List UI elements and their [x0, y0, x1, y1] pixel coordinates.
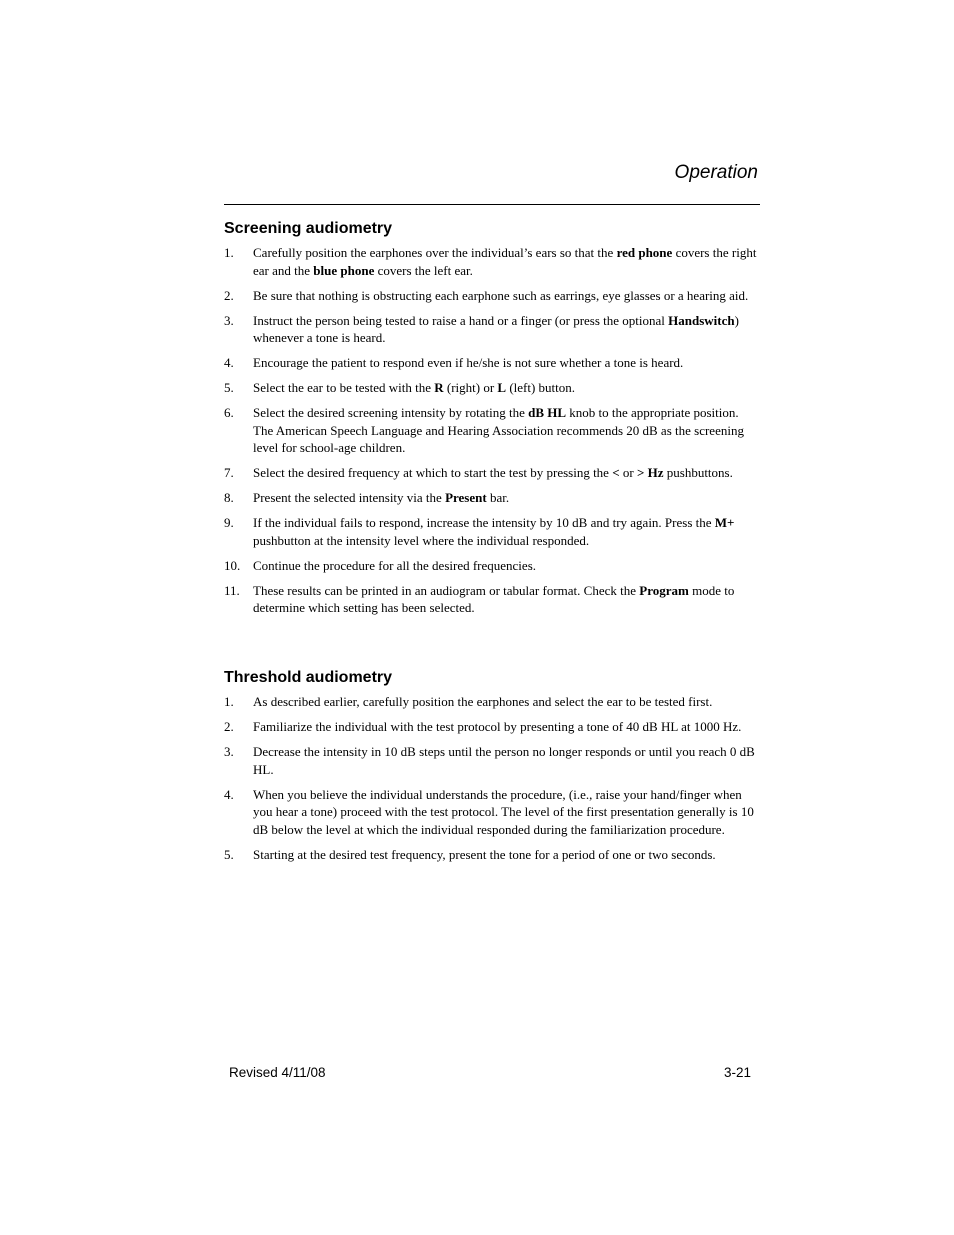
list-item: [224, 846, 760, 864]
list-item-text: [253, 245, 756, 278]
list-item: [224, 718, 760, 736]
footer-page-number: 3-21: [723, 1065, 751, 1080]
section-heading: Screening audiometry: [224, 220, 393, 237]
text-run: (right) or: [443, 380, 498, 395]
text-run: bar.: [486, 490, 510, 505]
list-item-text: [253, 490, 509, 505]
bold-term: red phone: [616, 245, 673, 260]
bold-term: > Hz: [636, 465, 664, 480]
text-run: Select the desired frequency at which to start the test by pressing the: [253, 465, 613, 480]
text-run: Instruct the person being tested to raise a hand or a finger (or press the optional: [253, 312, 669, 328]
list-item-text: [253, 787, 754, 837]
bold-term: Present: [445, 490, 487, 505]
list-item-number: 3.: [224, 312, 234, 328]
bold-term: Handswitch: [668, 312, 735, 328]
list-item: [224, 464, 760, 482]
list-item-number: 5.: [224, 846, 234, 862]
list-item: [224, 489, 760, 507]
text-run: covers the left ear.: [374, 262, 473, 278]
list-item: [224, 312, 760, 347]
list-item: [224, 514, 760, 549]
list-item-text: [253, 744, 755, 777]
list-item-number: 7.: [224, 465, 234, 480]
text-run: Carefully position the earphones over the individual’s ears so that the: [253, 245, 617, 260]
list-item-text: [253, 515, 734, 548]
text-run: or: [619, 465, 637, 480]
list-item: [224, 244, 760, 279]
list-item-number: 11.: [224, 582, 240, 598]
list-item: [224, 693, 760, 711]
footer-revision: Revised 4/11/08: [229, 1065, 326, 1080]
list-item-number: 6.: [224, 405, 234, 420]
list-item-number: 4.: [224, 355, 234, 370]
text-run: knob to the appropriate position. The American Speech Language and Hearing Association recommends 20 dB as the screening level for school-age children.: [253, 405, 744, 455]
list-item-text: [253, 288, 748, 303]
list-item-number: 3.: [224, 744, 234, 759]
text-run: Present the selected intensity via the: [253, 490, 446, 505]
bold-term: L: [497, 380, 507, 395]
text-run: Be sure that nothing is obstructing each earphone such as earrings, eye glasses or a hearing aid.: [253, 287, 749, 303]
text-run: Familiarize the individual with the test protocol by presenting a tone of 40 dB HL at 1000 Hz.: [253, 719, 742, 734]
text-run: Continue the procedure for all the desired frequencies.: [253, 557, 536, 573]
bold-term: M+: [714, 515, 735, 530]
text-run: (left) button.: [506, 380, 576, 395]
list-item-number: 1.: [224, 694, 234, 709]
list-item-number: 4.: [224, 786, 234, 802]
list-item-text: [253, 313, 739, 346]
list-item-number: 5.: [224, 380, 234, 395]
page-header-title: Operation: [674, 162, 758, 183]
list-item: [224, 557, 760, 575]
bold-term: <: [612, 465, 620, 480]
text-run: covers the right ear and the: [253, 245, 757, 278]
text-run: As described earlier, carefully position the earphones and select the ear to be tested first.: [253, 694, 713, 709]
list-item-text: [253, 583, 734, 616]
header-rule: [224, 204, 760, 205]
text-run: ) whenever a tone is heard.: [253, 312, 739, 345]
text-run: pushbutton at the intensity level where the individual responded.: [253, 532, 590, 548]
text-run: mode to determine which setting has been selected.: [253, 582, 735, 615]
section-heading: Threshold audiometry: [224, 669, 393, 686]
list-item-text: [253, 405, 744, 455]
list-item: [224, 404, 760, 457]
list-item-text: [253, 847, 716, 862]
list-item: [224, 582, 760, 617]
text-run: Encourage the patient to respond even if he/she is not sure whether a tone is heard.: [253, 355, 684, 370]
list-item-number: 10.: [224, 557, 241, 573]
text-run: If the individual fails to respond, increase the intensity by 10 dB and try again. Press the: [253, 515, 715, 530]
bold-term: dB HL: [528, 405, 567, 420]
list-item-text: [253, 380, 575, 395]
list-item-number: 2.: [224, 719, 234, 734]
list-item-number: 2.: [224, 287, 234, 303]
list-item: [224, 379, 760, 397]
list-item-number: 9.: [224, 515, 234, 530]
list-item: [224, 287, 760, 305]
list-item-text: [253, 719, 741, 734]
text-run: Starting at the desired test frequency, present the tone for a period of one or two seconds.: [253, 846, 716, 862]
bold-term: R: [434, 380, 444, 395]
list-item-text: [253, 465, 733, 480]
list-item: [224, 743, 760, 778]
list-item: [224, 786, 760, 839]
threshold-audiometry-section: [224, 668, 760, 871]
list-item-text: [253, 355, 683, 370]
bold-term: blue phone: [313, 262, 375, 278]
text-run: Select the desired screening intensity by rotating the: [253, 405, 529, 420]
screening-steps-list: [224, 244, 760, 617]
text-run: Select the ear to be tested with the: [253, 380, 435, 395]
text-run: When you believe the individual understands the procedure, (i.e., raise your hand/finger when you hear a tone) proceed with the test protocol. The level of the first presentation generally is 10 dB below the level at which the individual responded during the familiarization procedure.: [253, 786, 754, 837]
text-run: Decrease the intensity in 10 dB steps until the person no longer responds or until you reach 0 dB HL.: [253, 744, 755, 777]
bold-term: Program: [639, 582, 689, 598]
list-item-text: [253, 694, 712, 709]
text-run: pushbuttons.: [663, 465, 733, 480]
list-item-number: 1.: [224, 245, 234, 260]
threshold-steps-list: [224, 693, 760, 863]
screening-audiometry-section: [224, 219, 760, 624]
list-item-text: [253, 558, 536, 573]
list-item-number: 8.: [224, 490, 234, 505]
text-run: These results can be printed in an audiogram or tabular format. Check the: [253, 582, 640, 598]
list-item: [224, 354, 760, 372]
